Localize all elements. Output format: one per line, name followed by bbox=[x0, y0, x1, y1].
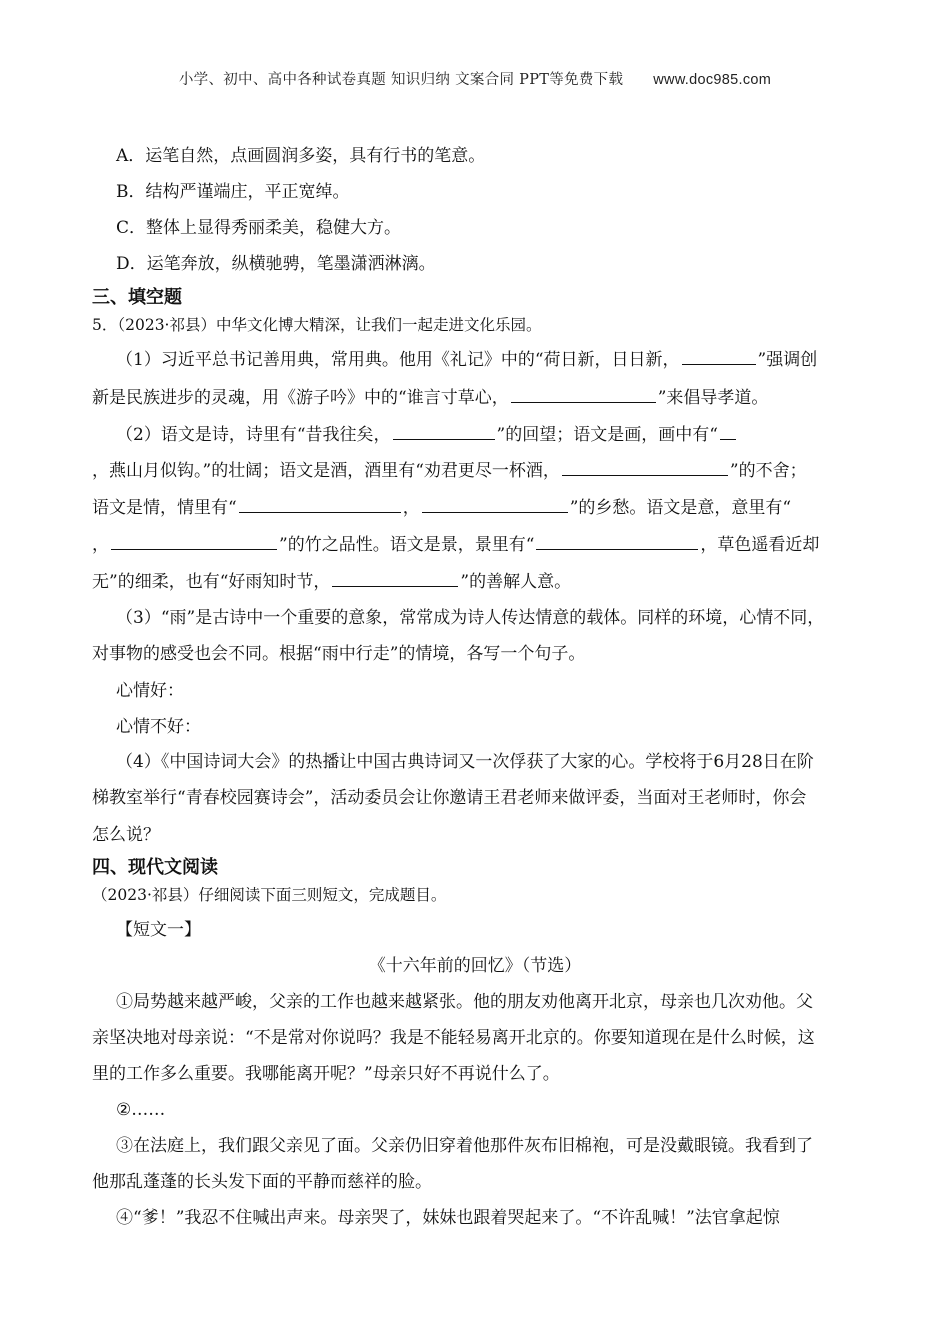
text: ”的回望；语文是画，画中有“ bbox=[496, 425, 718, 445]
paragraph-1-line3: 里的工作多么重要。我哪能离开呢？”母亲只好不再说什么了。 bbox=[92, 1064, 560, 1084]
text: ”的乡愁。语文是意，意里有“ bbox=[569, 498, 792, 518]
text: ， bbox=[402, 498, 420, 518]
header-site-link[interactable]: www.doc985.com bbox=[653, 72, 772, 88]
answer-blank[interactable] bbox=[111, 532, 277, 550]
q5-part2-line4 bbox=[92, 532, 860, 557]
q5-part1-line1 bbox=[116, 347, 884, 372]
text: 语文是情，情里有“ bbox=[92, 498, 237, 518]
section-4-intro: （2023·祁县）仔细阅读下面三则短文，完成题目。 bbox=[92, 886, 447, 904]
text: ”强调创 bbox=[757, 350, 818, 370]
q5-part2-line5 bbox=[92, 569, 860, 594]
q5-part3-line2: 对事物的感受也会不同。根据“雨中行走”的情境，各写一个句子。 bbox=[92, 644, 586, 664]
text: 新是民族进步的灵魂，用《游子吟》中的“谁言寸草心， bbox=[92, 388, 509, 408]
option-b: B．结构严谨端庄，平正宽绰。 bbox=[116, 182, 350, 202]
q5-part4-line1: （4）《中国诗词大会》的热播让中国古典诗词又一次俘获了大家的心。学校将于6月28日在阶 bbox=[116, 752, 814, 772]
answer-blank[interactable] bbox=[332, 569, 458, 587]
paragraph-3-line1: ③在法庭上，我们跟父亲见了面。父亲仍旧穿着他那件灰布旧棉袍，可是没戴眼镜。我看到了 bbox=[116, 1136, 813, 1156]
answer-blank[interactable] bbox=[682, 347, 756, 365]
text: ，燕山月似钩。”的壮阔；语文是酒，酒里有“劝君更尽一杯酒， bbox=[92, 461, 560, 481]
answer-blank[interactable] bbox=[393, 422, 495, 440]
text: ，草色遥看近却 bbox=[700, 535, 820, 555]
answer-blank[interactable] bbox=[239, 495, 401, 513]
q5-part3-line1: （3）“雨”是古诗中一个重要的意象，常常成为诗人传达情意的载体。同样的环境，心情不同， bbox=[116, 608, 825, 628]
option-c: C．整体上显得秀丽柔美，稳健大方。 bbox=[116, 218, 402, 238]
answer-blank[interactable] bbox=[422, 495, 568, 513]
text: ”来倡导孝道。 bbox=[657, 388, 769, 408]
answer-blank[interactable] bbox=[536, 532, 698, 550]
q5-part1-line2 bbox=[92, 385, 860, 410]
option-a: A．运笔自然，点画圆润多姿，具有行书的笔意。 bbox=[116, 146, 486, 166]
answer-blank[interactable] bbox=[562, 458, 728, 476]
paragraph-2: ②…… bbox=[116, 1100, 166, 1120]
section-4-title: 四、现代文阅读 bbox=[92, 857, 218, 878]
paragraph-1-line1: ①局势越来越严峻，父亲的工作也越来越紧张。他的朋友劝他离开北京，母亲也几次劝他。父 bbox=[116, 992, 813, 1012]
paragraph-1-line2: 亲坚决地对母亲说：“不是常对你说吗？我是不能轻易离开北京的。你要知道现在是什么时候，这 bbox=[92, 1028, 815, 1048]
text: ， bbox=[92, 535, 109, 555]
q5-part4-line2: 梯教室举行“青春校园赛诗会”，活动委员会让你邀请王君老师来做评委，当面对王老师时，你会 bbox=[92, 788, 807, 808]
passage-label: 【短文一】 bbox=[116, 920, 201, 940]
option-d: D．运笔奔放，纵横驰骋，笔墨潇洒淋漓。 bbox=[116, 254, 436, 274]
answer-blank[interactable] bbox=[720, 422, 736, 440]
q5-part2-line3 bbox=[92, 495, 860, 520]
mood-good-label: 心情好： bbox=[116, 681, 184, 701]
answer-blank[interactable] bbox=[511, 385, 656, 403]
page-header bbox=[0, 68, 950, 89]
text: （2）语文是诗，诗里有“昔我往矣， bbox=[116, 425, 391, 445]
text: ”的不舍； bbox=[729, 461, 807, 481]
paragraph-4-line1: ④“爹！”我忍不住喊出声来。母亲哭了，妹妹也跟着哭起来了。“不许乱喊！”法官拿起惊 bbox=[116, 1208, 780, 1228]
text: （1）习近平总书记善用典，常用典。他用《礼记》中的“荷日新，日日新， bbox=[116, 350, 680, 370]
q5-part2-line1 bbox=[116, 422, 884, 447]
text: ”的竹之品性。语文是景，景里有“ bbox=[279, 535, 535, 555]
question-5-intro: 5．（2023·祁县）中华文化博大精深，让我们一起走进文化乐园。 bbox=[92, 316, 542, 334]
text: ”的善解人意。 bbox=[460, 572, 572, 592]
paragraph-3-line2: 他那乱蓬蓬的长头发下面的平静而慈祥的脸。 bbox=[92, 1172, 432, 1192]
q5-part2-line2 bbox=[92, 458, 860, 483]
mood-bad-label: 心情不好： bbox=[116, 717, 201, 737]
q5-part4-line3: 怎么说？ bbox=[92, 825, 160, 845]
text: 无”的细柔，也有“好雨知时节， bbox=[92, 572, 331, 592]
header-text: 小学、初中、高中各种试卷真题 知识归纳 文案合同 PPT等免费下载 bbox=[178, 72, 624, 88]
article-title: 《十六年前的回忆》（节选） bbox=[368, 956, 582, 976]
section-3-title: 三、填空题 bbox=[92, 287, 182, 308]
